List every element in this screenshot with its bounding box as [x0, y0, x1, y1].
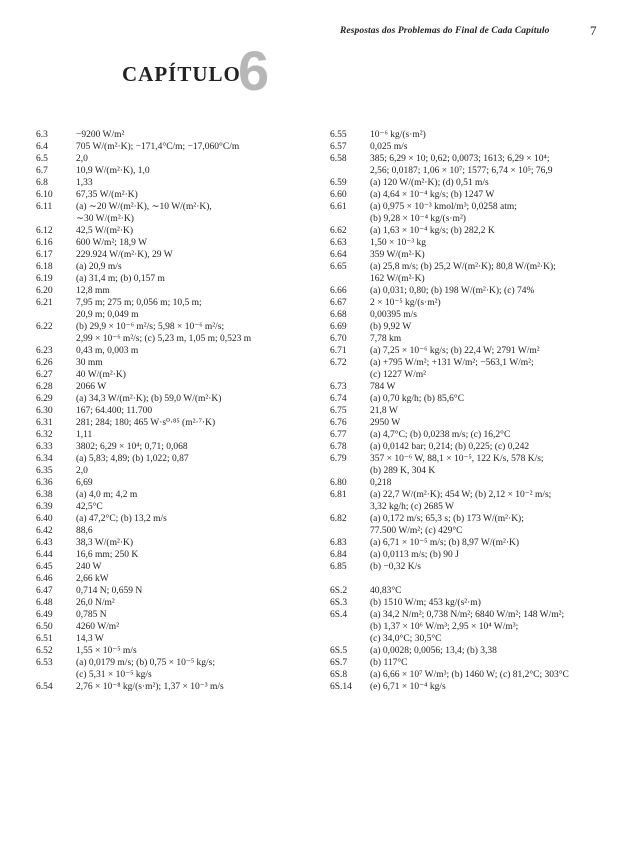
answer-text: 1,33: [76, 178, 93, 188]
answer-text: 40 W/(m²·K): [76, 370, 126, 380]
answer-text: 12,8 mm: [76, 286, 110, 296]
problem-number: 6.28: [36, 382, 53, 392]
answer-text: (b) −0,32 K/s: [370, 562, 422, 572]
problem-number: 6.35: [36, 466, 53, 476]
answer-text: (a) 25,8 m/s; (b) 25,2 W/(m²·K); 80,8 W/(m²·K); 162 W/(m²·K): [370, 262, 556, 284]
problem-number: 6.74: [330, 394, 347, 404]
problem-number: 6.19: [36, 274, 53, 284]
answer-text: 385; 6,29 × 10; 0,62; 0,0073; 1613; 6,29 × 10⁴; 2,56; 0,0187; 1,06 × 10⁷; 1577; 6,74 × 10⁵; 76,9: [370, 154, 553, 176]
answer-text: (a) 0,172 m/s; 65,3 s; (b) 173 W/(m²·K); 77.500 W/m²; (c) 429°C: [370, 514, 524, 536]
chapter-number: 6: [238, 39, 270, 102]
problem-number: 6.70: [330, 334, 347, 344]
answer-row: [330, 405, 620, 417]
problem-number: 6.12: [36, 226, 53, 236]
answer-text: 0,00395 m/s: [370, 310, 417, 320]
answer-text: (a) 0,975 × 10⁻³ kmol/m³; 0,0258 atm; (b) 9,28 × 10⁻⁴ kg/(s·m²): [370, 202, 517, 224]
answer-row: [330, 513, 620, 537]
answer-row: [36, 549, 306, 561]
problem-number: 6S.7: [330, 658, 348, 668]
problem-number: 6.83: [330, 538, 347, 548]
answer-row: [36, 633, 306, 645]
answer-row: [330, 537, 620, 549]
answer-text: 0,785 N: [76, 610, 107, 620]
problem-number: 6S.4: [330, 610, 348, 620]
answer-row: [36, 189, 306, 201]
problem-number: 6.64: [330, 250, 347, 260]
problem-number: 6.18: [36, 262, 53, 272]
problem-number: 6.75: [330, 406, 347, 416]
answer-text: 2 × 10⁻⁵ kg/(s·m²): [370, 298, 441, 308]
answer-text: (e) 6,71 × 10⁻⁴ kg/s: [370, 682, 446, 692]
answer-row: [36, 297, 306, 321]
problem-number: 6.72: [330, 358, 347, 368]
answer-text: 359 W/(m²·K): [370, 250, 425, 260]
problem-number: 6.80: [330, 478, 347, 488]
answer-row: [36, 369, 306, 381]
answer-text: (b) 1510 W/m; 453 kg/(s²·m): [370, 598, 481, 608]
problem-number: 6.5: [36, 154, 48, 164]
problem-number: 6S.3: [330, 598, 348, 608]
answer-row: [36, 321, 306, 345]
answer-row: [36, 405, 306, 417]
answer-row: [36, 141, 306, 153]
problem-number: 6.44: [36, 550, 53, 560]
answer-text: (a) 6,71 × 10⁻⁵ m/s; (b) 8,97 W/(m²·K): [370, 538, 520, 548]
answer-row: [36, 129, 306, 141]
answer-text: 42,5°C: [76, 502, 103, 512]
problem-number: 6.43: [36, 538, 53, 548]
answer-text: 0,714 N; 0,659 N: [76, 586, 143, 596]
answer-row: [330, 645, 620, 657]
problem-number: 6.62: [330, 226, 347, 236]
answer-row: [330, 453, 620, 477]
problem-number: 6.65: [330, 262, 347, 272]
problem-number: 6.82: [330, 514, 347, 524]
answer-text: 240 W: [76, 562, 102, 572]
answer-row: [330, 393, 620, 405]
problem-number: 6.57: [330, 142, 347, 152]
answer-text: (a) 0,0113 m/s; (b) 90 J: [370, 550, 459, 560]
running-header-title: Respostas dos Problemas do Final de Cada Capítulo: [340, 26, 550, 36]
problem-number: 6.21: [36, 298, 53, 308]
answer-text: (a) 34,2 N/m²; 0,738 N/m²; 6840 W/m²; 148 W/m²; (b) 1,37 × 10⁶ W/m³; 2,95 × 10⁴ W/m³; (c) 34,0°C; 30,5°C: [370, 610, 565, 644]
answer-row: [330, 609, 620, 645]
answer-text: 705 W/(m²·K); −171,4°C/m; −17,060°C/m: [76, 142, 240, 152]
answer-row: [330, 189, 620, 201]
answer-row: [36, 165, 306, 177]
problem-number: 6.59: [330, 178, 347, 188]
answer-row: [36, 621, 306, 633]
answer-text: (a) 0,70 kg/h; (b) 85,6°C: [370, 394, 465, 404]
answer-text: 7,78 km: [370, 334, 402, 344]
answer-text: 6,69: [76, 478, 93, 488]
problem-number: 6.79: [330, 454, 347, 464]
answer-row: [36, 393, 306, 405]
answer-row: [36, 681, 306, 693]
problem-number: 6.10: [36, 190, 53, 200]
answer-text: 2066 W: [76, 382, 107, 392]
answer-row: [36, 153, 306, 165]
answer-row: [330, 597, 620, 609]
answer-row: [36, 285, 306, 297]
problem-number: 6.40: [36, 514, 53, 524]
problem-number: 6.36: [36, 478, 53, 488]
answer-text: (a) 4,0 m; 4,2 m: [76, 490, 138, 500]
answer-text: 10,9 W/(m²·K), 1,0: [76, 166, 150, 176]
answer-text: 2,0: [76, 466, 88, 476]
answer-row: [330, 297, 620, 309]
problem-number: 6.31: [36, 418, 53, 428]
answer-text: 7,95 m; 275 m; 0,056 m; 10,5 m; 20,9 m; 0,049 m: [76, 298, 202, 320]
answer-row: [36, 465, 306, 477]
problem-number: 6.85: [330, 562, 347, 572]
answer-row: [330, 489, 620, 513]
problem-number: 6.16: [36, 238, 53, 248]
answer-row: [36, 261, 306, 273]
answers-left-column: [36, 129, 306, 693]
answer-row: [330, 201, 620, 225]
answer-text: (b) 29,9 × 10⁻⁶ m²/s; 5,98 × 10⁻⁶ m²/s; 2,99 × 10⁻⁶ m²/s; (c) 5,23 m, 1,05 m; 0,523 m: [76, 322, 252, 344]
answer-row: [330, 681, 620, 693]
answer-row: [330, 321, 620, 333]
answer-text: (a) ∼20 W/(m²·K), ∼10 W/(m²·K), ∼30 W/(m²·K): [76, 202, 212, 224]
problem-number: 6.45: [36, 562, 53, 572]
answer-row: [36, 585, 306, 597]
answer-text: 0,025 m/s: [370, 142, 408, 152]
answer-row: [36, 513, 306, 525]
answer-row: [330, 441, 620, 453]
problem-number: 6.34: [36, 454, 53, 464]
answer-text: 14,3 W: [76, 634, 104, 644]
answer-text: 0,43 m, 0,003 m: [76, 346, 139, 356]
answer-row: [36, 609, 306, 621]
answer-row: [330, 417, 620, 429]
problem-number: 6.33: [36, 442, 53, 452]
answer-row: [36, 357, 306, 369]
problem-number: 6.67: [330, 298, 347, 308]
answer-text: (a) 4,7°C; (b) 0,0238 m/s; (c) 16,2°C: [370, 430, 511, 440]
answer-text: 229.924 W/(m²·K), 29 W: [76, 250, 173, 260]
problem-number: 6.68: [330, 310, 347, 320]
answer-row: [36, 429, 306, 441]
problem-number: 6.61: [330, 202, 347, 212]
answer-row: [36, 573, 306, 585]
answer-text: 2,66 kW: [76, 574, 109, 584]
problem-number: 6.29: [36, 394, 53, 404]
problem-number: 6S.5: [330, 646, 348, 656]
problem-number: 6.71: [330, 346, 347, 356]
answer-text: (a) 31,4 m; (b) 0,157 m: [76, 274, 165, 284]
answer-row: [330, 141, 620, 153]
answers-right-column: [330, 129, 620, 693]
answer-row: [330, 333, 620, 345]
answer-text: (a) +795 W/m²; +131 W/m²; −563,1 W/m²; (c) 1227 W/m²: [370, 358, 534, 380]
answer-text: 2,0: [76, 154, 88, 164]
problem-number: 6.47: [36, 586, 53, 596]
problem-number: 6S.2: [330, 586, 348, 596]
answer-row: [330, 585, 620, 597]
problem-number: 6.30: [36, 406, 53, 416]
answer-text: (a) 0,0028; 0,0056; 13,4; (b) 3,38: [370, 646, 497, 656]
chapter-label: CAPÍTULO: [122, 62, 241, 86]
problem-number: 6.77: [330, 430, 347, 440]
answer-row: [36, 417, 306, 429]
answer-text: (a) 34,3 W/(m²·K); (b) 59,0 W/(m²·K): [76, 394, 222, 404]
problem-number: 6.78: [330, 442, 347, 452]
problem-number: 6.26: [36, 358, 53, 368]
answer-row: [36, 525, 306, 537]
problem-number: 6.32: [36, 430, 53, 440]
answer-row: [36, 597, 306, 609]
problem-number: 6.17: [36, 250, 53, 260]
answer-text: 281; 284; 180; 465 W·s⁰·⁸⁵ (m²·⁷·K): [76, 418, 216, 428]
answer-text: 40,83°C: [370, 586, 402, 596]
answer-text: (a) 20,9 m/s: [76, 262, 122, 272]
answer-text: 1,11: [76, 430, 93, 440]
answer-text: 4260 W/m²: [76, 622, 120, 632]
answer-row: [330, 177, 620, 189]
answer-text: (a) 47,2°C; (b) 13,2 m/s: [76, 514, 167, 524]
answer-row: [36, 249, 306, 261]
problem-number: 6.4: [36, 142, 48, 152]
answer-row: [330, 669, 620, 681]
problem-number: 6.38: [36, 490, 53, 500]
problem-number: 6.55: [330, 130, 347, 140]
problem-number: 6.8: [36, 178, 48, 188]
problem-number: 6.58: [330, 154, 347, 164]
problem-number: 6.60: [330, 190, 347, 200]
answer-text: 26,0 N/m²: [76, 598, 115, 608]
answer-text: 88,6: [76, 526, 93, 536]
problem-number: 6.84: [330, 550, 347, 560]
problem-number: 6.20: [36, 286, 53, 296]
answer-row: [36, 645, 306, 657]
answer-text: (b) 9,92 W: [370, 322, 412, 332]
answer-text: 784 W: [370, 382, 396, 392]
answer-text: 10⁻⁶ kg/(s·m²): [370, 130, 426, 140]
problem-number: 6.63: [330, 238, 347, 248]
answer-row: [36, 657, 306, 681]
problem-number: 6.22: [36, 322, 53, 332]
answer-text: (a) 7,25 × 10⁻⁶ kg/s; (b) 22,4 W; 2791 W/m²: [370, 346, 540, 356]
answer-text: (a) 22,7 W/(m²·K); 454 W; (b) 2,12 × 10⁻² m/s; 3,32 kg/h; (c) 2685 W: [370, 490, 552, 512]
answer-row: [36, 537, 306, 549]
answer-text: (a) 6,66 × 10⁷ W/m³; (b) 1460 W; (c) 81,2°C; 303°C: [370, 670, 569, 680]
answer-row: [36, 477, 306, 489]
answer-row: [330, 573, 620, 585]
problem-number: 6.23: [36, 346, 53, 356]
problem-number: 6.49: [36, 610, 53, 620]
answer-text: 167; 64.400; 11.700: [76, 406, 153, 416]
answer-text: 67,35 W/(m²·K): [76, 190, 138, 200]
answer-row: [330, 249, 620, 261]
answer-text: (a) 5,83; 4,89; (b) 1,022; 0,87: [76, 454, 189, 464]
answer-text: (a) 120 W/(m²·K); (d) 0,51 m/s: [370, 178, 489, 188]
answer-text: (a) 1,63 × 10⁻⁴ kg/s; (b) 282,2 K: [370, 226, 495, 236]
answer-row: [330, 429, 620, 441]
problem-number: 6.7: [36, 166, 48, 176]
answer-row: [330, 225, 620, 237]
answer-text: 357 × 10⁻⁶ W, 88,1 × 10⁻⁵, 122 K/s, 578 K/s; (b) 289 K, 304 K: [370, 454, 544, 476]
answer-text: 1,50 × 10⁻³ kg: [370, 238, 426, 248]
answer-row: [330, 657, 620, 669]
answer-row: [36, 489, 306, 501]
problem-number: 6S.8: [330, 670, 348, 680]
answer-row: [330, 345, 620, 357]
answer-row: [36, 441, 306, 453]
problem-number: 6.42: [36, 526, 53, 536]
problem-number: 6.69: [330, 322, 347, 332]
answer-text: 16,6 mm; 250 K: [76, 550, 139, 560]
problem-number: 6.73: [330, 382, 347, 392]
answer-text: (a) 0,0179 m/s; (b) 0,75 × 10⁻⁵ kg/s; (c) 5,31 × 10⁻⁵ kg/s: [76, 658, 216, 680]
answer-row: [330, 237, 620, 249]
answer-row: [330, 357, 620, 381]
answer-text: 30 mm: [76, 358, 103, 368]
answer-row: [330, 477, 620, 489]
page-number: 7: [590, 23, 597, 38]
answer-row: [36, 177, 306, 189]
answer-text: (b) 117°C: [370, 658, 408, 668]
answer-row: [330, 561, 620, 573]
answer-row: [330, 153, 620, 177]
answer-row: [330, 129, 620, 141]
answer-text: 0,218: [370, 478, 392, 488]
answer-row: [36, 381, 306, 393]
problem-number: 6.11: [36, 202, 53, 212]
answer-row: [36, 225, 306, 237]
answer-row: [36, 561, 306, 573]
problem-number: 6.51: [36, 634, 53, 644]
problem-number: 6.76: [330, 418, 347, 428]
answer-text: 38,3 W/(m²·K): [76, 538, 134, 548]
answer-text: 1,55 × 10⁻⁵ m/s: [76, 646, 137, 656]
problem-number: 6.52: [36, 646, 53, 656]
problem-number: 6.54: [36, 682, 53, 692]
answer-row: [36, 501, 306, 513]
problem-number: 6.66: [330, 286, 347, 296]
answer-row: [36, 237, 306, 249]
problem-number: 6.39: [36, 502, 53, 512]
answer-row: [36, 453, 306, 465]
answer-row: [36, 201, 306, 225]
answer-row: [36, 345, 306, 357]
answer-text: 2950 W: [370, 418, 401, 428]
problem-number: 6.46: [36, 574, 53, 584]
answer-row: [36, 273, 306, 285]
problem-number: 6.48: [36, 598, 53, 608]
problem-number: 6.81: [330, 490, 347, 500]
answer-text: 600 W/m²; 18,9 W: [76, 238, 148, 248]
problem-number: 6.3: [36, 130, 48, 140]
answer-row: [330, 261, 620, 285]
answer-row: [330, 381, 620, 393]
answer-text: (a) 0,0142 bar; 0,214; (b) 0,225; (c) 0,242: [370, 442, 530, 452]
answer-row: [330, 285, 620, 297]
problem-number: 6.50: [36, 622, 53, 632]
problem-number: 6S.14: [330, 682, 352, 692]
answer-row: [330, 549, 620, 561]
answer-text: 3802; 6,29 × 10⁴; 0,71; 0,068: [76, 442, 188, 452]
answer-text: 42,5 W/(m²·K): [76, 226, 134, 236]
answer-text: −9200 W/m²: [76, 130, 125, 140]
problem-number: 6.53: [36, 658, 53, 668]
problem-number: 6.27: [36, 370, 53, 380]
answer-text: 2,76 × 10⁻⁸ kg/(s·m²); 1,37 × 10⁻³ m/s: [76, 682, 224, 692]
answer-text: (a) 0,031; 0,80; (b) 198 W/(m²·K); (c) 74%: [370, 286, 535, 296]
answer-row: [330, 309, 620, 321]
answer-text: 21,8 W: [370, 406, 398, 416]
answer-text: (a) 4,64 × 10⁻⁴ kg/s; (b) 1247 W: [370, 190, 495, 200]
